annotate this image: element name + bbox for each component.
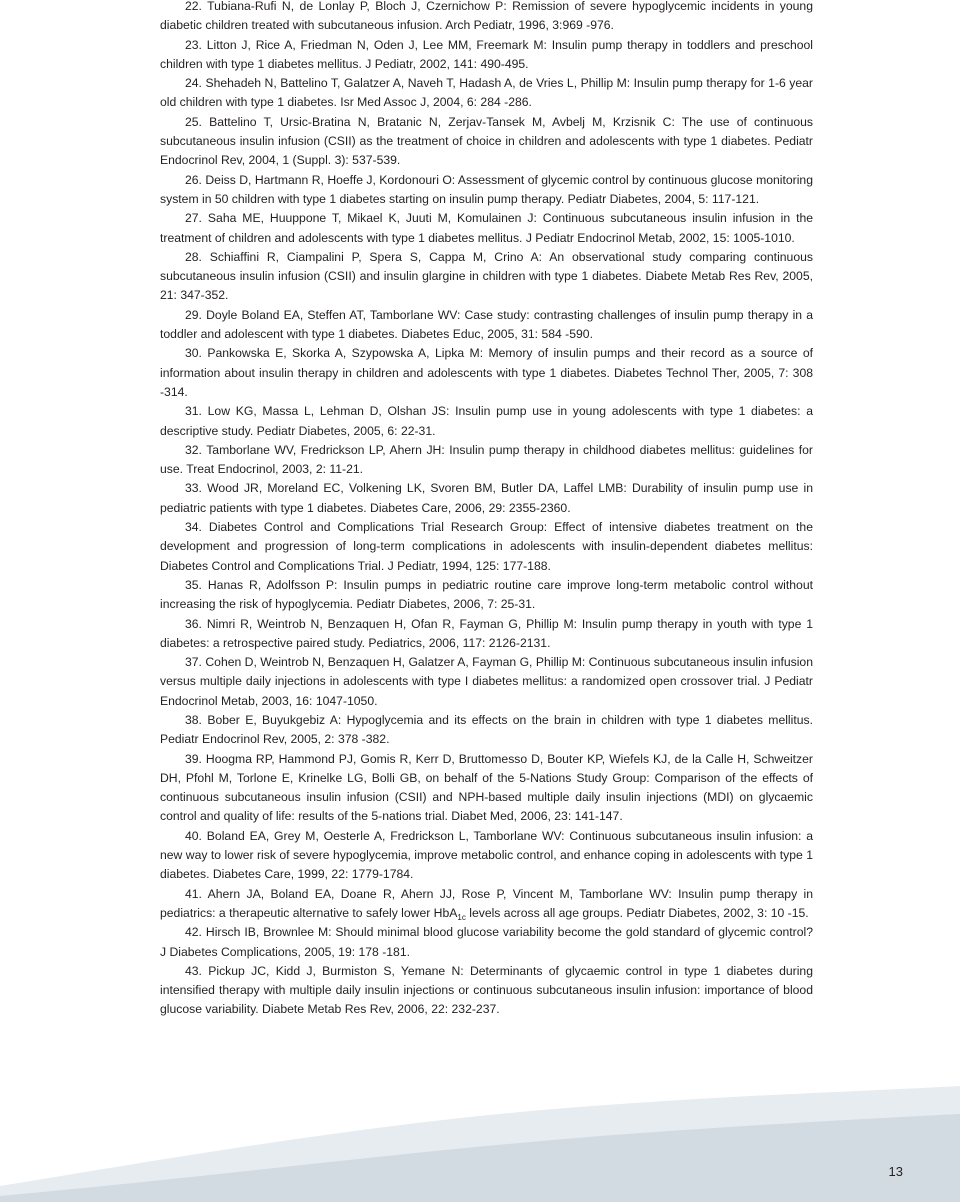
reference-number: 28. — [185, 249, 202, 264]
reference-number: 39. — [185, 751, 202, 766]
reference-41 — [160, 885, 813, 924]
reference-30 — [160, 344, 813, 402]
reference-number: 22. — [185, 0, 202, 13]
reference-number: 40. — [185, 828, 202, 843]
reference-22 — [160, 0, 813, 36]
reference-28 — [160, 248, 813, 306]
reference-number: 33. — [185, 481, 202, 496]
reference-43 — [160, 962, 813, 1020]
reference-number: 26. — [185, 172, 202, 187]
decorative-wave — [0, 1060, 960, 1202]
reference-31 — [160, 402, 813, 441]
reference-number: 31. — [185, 404, 202, 419]
reference-number: 23. — [185, 37, 202, 52]
reference-number: 29. — [185, 307, 202, 322]
reference-23 — [160, 36, 813, 75]
reference-number: 43. — [185, 963, 202, 978]
reference-text-continued: levels across all age groups. Pediatr Diabetes, 2002, 3: 10 -15. — [465, 905, 809, 920]
reference-text: Boland EA, Grey M, Oesterle A, Fredrickson L, Tamborlane WV: Continuous subcutaneous insulin infusion: a new way to lower risk of severe hypoglycemia, improve metabolic control, and enhance coping in adolescents with type 1 diabetes. Diabetes Care, 1999, 22: 1779-1784. — [160, 828, 813, 882]
reference-subscript: 1c — [457, 912, 466, 922]
reference-number: 38. — [185, 712, 202, 727]
reference-42 — [160, 923, 813, 962]
reference-list — [160, 0, 813, 1020]
reference-text: Cohen D, Weintrob N, Benzaquen H, Galatzer A, Fayman G, Phillip M: Continuous subcutaneous insulin infusion versus multiple daily injections in adolescents with type I diabetes mellitus: a randomized open crossover trial. J Pediatr Endocrinol Metab, 2003, 16: 1047-1050. — [160, 655, 813, 708]
reference-39 — [160, 750, 813, 827]
page-number: 13 — [888, 1164, 903, 1179]
reference-text: Hirsch IB, Brownlee M: Should minimal blood glucose variability become the gold standard of glycemic control? J Diabetes Complications, 2005, 19: 178 -181. — [160, 925, 813, 959]
reference-number: 24. — [185, 76, 202, 91]
reference-35 — [160, 576, 813, 615]
reference-text: Ahern JA, Boland EA, Doane R, Ahern JJ, Rose P, Vincent M, Tamborlane WV: Insulin pump therapy in pediatrics: a therapeutic alternative to safely lower HbA — [160, 886, 813, 920]
reference-34 — [160, 518, 813, 576]
reference-number: 35. — [185, 577, 202, 592]
reference-25 — [160, 113, 813, 171]
reference-text: Deiss D, Hartmann R, Hoeffe J, Kordonouri O: Assessment of glycemic control by continuous glucose monitoring system in 50 children with type 1 diabetes starting on insulin pump therapy. Pediatr Diabetes, 2004, 5: 117-121. — [160, 172, 813, 206]
reference-27 — [160, 209, 813, 248]
reference-text: Wood JR, Moreland EC, Volkening LK, Svoren BM, Butler DA, Laffel LMB: Durability of insulin pump use in pediatric patients with type 1 diabetes. Diabetes Care, 2006, 29: 2355-2360. — [160, 481, 813, 515]
reference-24 — [160, 74, 813, 113]
reference-number: 25. — [185, 114, 202, 129]
reference-37 — [160, 653, 813, 711]
reference-text: Pankowska E, Skorka A, Szypowska A, Lipka M: Memory of insulin pumps and their record as a source of information about insulin therapy in children and adolescents with type 1 diabetes. Diabetes Technol Ther, 2005, 7: 308 -314. — [160, 346, 813, 399]
reference-text: Nimri R, Weintrob N, Benzaquen H, Ofan R, Fayman G, Phillip M: Insulin pump therapy in youth with type 1 diabetes: a retrospective paired study. Pediatrics, 2006, 117: 2126-2131. — [160, 616, 813, 650]
reference-number: 32. — [185, 442, 202, 457]
reference-number: 42. — [185, 925, 202, 940]
reference-36 — [160, 615, 813, 654]
reference-number: 27. — [185, 211, 202, 226]
reference-text: Shehadeh N, Battelino T, Galatzer A, Naveh T, Hadash A, de Vries L, Phillip M: Insulin pump therapy for 1-6 year old children with type 1 diabetes. Isr Med Assoc J, 2004, 6: 284 -286. — [160, 76, 813, 110]
reference-text: Doyle Boland EA, Steffen AT, Tamborlane WV: Case study: contrasting challenges of insulin pump therapy in a toddler and adolescent with type 1 diabetes. Diabetes Educ, 2005, 31: 584 -590. — [160, 307, 813, 342]
reference-text: Battelino T, Ursic-Bratina N, Bratanic N, Zerjav-Tansek M, Avbelj M, Krzisnik C: The use of continuous subcutaneous insulin infusion (CSII) as the treatment of choice in children and adolescents with type 1 diabetes. Pediatr Endocrinol Rev, 2004, 1 (Suppl. 3): 537-539. — [160, 114, 814, 168]
reference-29 — [160, 306, 813, 345]
reference-40 — [160, 827, 813, 885]
reference-number: 34. — [185, 520, 202, 535]
reference-32 — [160, 441, 813, 480]
reference-text: Saha ME, Huuppone T, Mikael K, Juuti M, Komulainen J: Continuous subcutaneous insulin infusion in the treatment of children and adolescents with type 1 diabetes mellitus. J Pediatr Endocrinol Metab, 2002, 15: 1005-1010. — [160, 211, 814, 245]
reference-text: Low KG, Massa L, Lehman D, Olshan JS: Insulin pump use in young adolescents with type 1 diabetes: a descriptive study. Pediatr Diabetes, 2005, 6: 22-31. — [160, 404, 813, 438]
reference-text: Schiaffini R, Ciampalini P, Spera S, Cappa M, Crino A: An observational study comparing continuous subcutaneous insulin infusion (CSII) and insulin glargine in children with type 1 diabetes. Diabete Metab Res Rev, 2005, 21: 347-352. — [160, 249, 813, 303]
reference-text: Hanas R, Adolfsson P: Insulin pumps in pediatric routine care improve long-term metabolic control without increasing the risk of hypoglycemia. Pediatr Diabetes, 2006, 7: 25-31. — [160, 577, 813, 612]
reference-text: Bober E, Buyukgebiz A: Hypoglycemia and its effects on the brain in children with type 1 diabetes mellitus. Pediatr Endocrinol Rev, 2005, 2: 378 -382. — [160, 712, 813, 747]
reference-text: Tubiana-Rufi N, de Lonlay P, Bloch J, Czernichow P: Remission of severe hypoglycemic incidents in young diabetic children treated with subcutaneous infusion. Arch Pediatr, 1996, 3:969 -976. — [160, 0, 813, 33]
reference-text: Litton J, Rice A, Friedman N, Oden J, Lee MM, Freemark M: Insulin pump therapy in toddlers and preschool children with type 1 diabetes mellitus. J Pediatr, 2002, 141: 490-495. — [160, 37, 813, 71]
reference-number: 36. — [185, 616, 202, 631]
reference-number: 41. — [185, 886, 202, 901]
reference-number: 30. — [185, 346, 202, 361]
reference-text: Hoogma RP, Hammond PJ, Gomis R, Kerr D, Bruttomesso D, Bouter KP, Wiefels KJ, de la Calle H, Schweitzer DH, Pfohl M, Torlone E, Krinelke LG, Bolli GB, on behalf of the 5-Nations Study Group: Comparison of the effects of continuous subcutaneous insulin infusion (CSII) and NPH-based multiple daily insulin injections (MDI) on glycaemic control and quality of life: results of the 5-nations trial. Diabet Med, 2006, 23: 141-147. — [160, 751, 813, 824]
reference-33 — [160, 479, 813, 518]
reference-text: Pickup JC, Kidd J, Burmiston S, Yemane N: Determinants of glycaemic control in type 1 diabetes during intensified therapy with multiple daily insulin injections or continuous subcutaneous insulin infusion: importance of blood glucose variability. Diabete Metab Res Rev, 2006, 22: 232-237. — [160, 963, 813, 1017]
reference-26 — [160, 171, 813, 210]
reference-38 — [160, 711, 813, 750]
reference-text: Tamborlane WV, Fredrickson LP, Ahern JH: Insulin pump therapy in childhood diabetes mellitus: guidelines for use. Treat Endocrinol, 2003, 2: 11-21. — [160, 442, 813, 477]
reference-number: 37. — [185, 655, 202, 670]
reference-text: Diabetes Control and Complications Trial Research Group: Effect of intensive diabetes treatment on the development and progression of long-term complications in adolescents with insulin-dependent diabetes mellitus: Diabetes Control and Complications Trial. J Pediatr, 1994, 125: 177-188. — [160, 520, 813, 573]
